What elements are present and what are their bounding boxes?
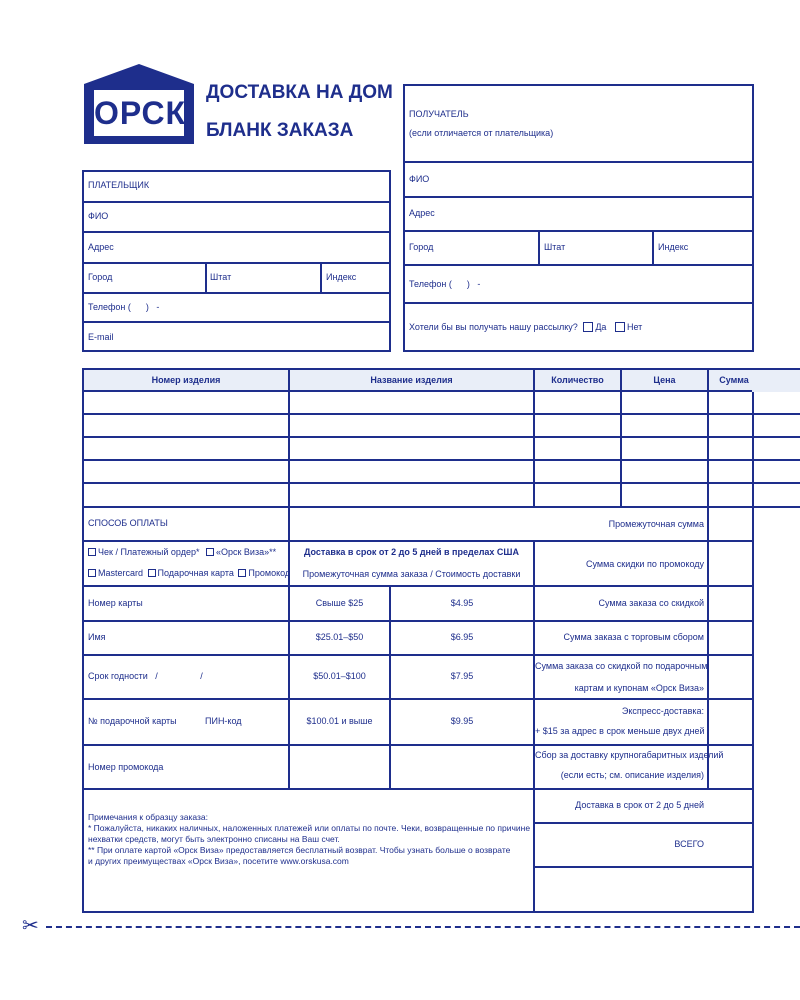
shipping-cost-3: $7.95: [450, 671, 474, 681]
shipping-range-2: $25.01–$50: [315, 632, 364, 642]
payer-zip-field[interactable]: Индекс: [326, 272, 357, 282]
gift-discount-label-1: Сумма заказа со скидкой по подарочным: [535, 661, 708, 671]
shipping-range-3: $50.01–$100: [313, 671, 366, 681]
recipient-title: ПОЛУЧАТЕЛЬ: [409, 109, 469, 119]
mastercard-label: Mastercard: [98, 568, 144, 578]
total-with-fee-label: Сумма заказа с торговым сбором: [563, 632, 704, 642]
oversize-label-1: Сбор за доставку крупногабаритных изделий: [535, 750, 724, 760]
notes-line-4: ** При оплате картой «Орск Виза» предоставляется бесплатный возврат. Чтобы узнать больше о возврате: [88, 845, 511, 855]
recipient-state-field[interactable]: Штат: [544, 242, 566, 252]
express-label-2: + $15 за адрес в срок меньше двух дней: [535, 726, 705, 736]
payer-name-field[interactable]: ФИО: [88, 211, 109, 221]
promo-checkbox[interactable]: [238, 569, 246, 577]
promo-discount-label: Сумма скидки по промокоду: [585, 559, 704, 569]
page-title: ДОСТАВКА НА ДОМ: [206, 82, 393, 103]
card-number-field[interactable]: Номер карты: [88, 598, 143, 608]
shipping-title: Доставка в срок от 2 до 5 дней в пределах США: [304, 547, 519, 557]
gift-card-label: Подарочная карта: [157, 568, 234, 578]
notes-title: Примечания к образцу заказа:: [88, 812, 208, 822]
notes-line-3: нехватки средств, могут быть электронно списаны на Ваш счет.: [88, 834, 340, 844]
header-quantity: Количество: [551, 375, 604, 385]
shipping-cost-1: $4.95: [450, 598, 474, 608]
gift-discount-label-2: картам и купонам «Орск Виза»: [574, 683, 704, 693]
oversize-label-2: (если есть; см. описание изделия): [560, 770, 704, 780]
notes-line-5: и других преимуществах «Орск Виза», посетите www.orskusa.com: [88, 856, 349, 866]
check-checkbox[interactable]: [88, 548, 96, 556]
newsletter-no-label: Нет: [626, 322, 643, 332]
recipient-phone-field[interactable]: Телефон ( ) -: [409, 279, 481, 289]
payer-city-field[interactable]: Город: [88, 272, 113, 282]
newsletter-question: Хотели бы вы получать нашу рассылку?: [409, 322, 578, 332]
payer-state-field[interactable]: Штат: [210, 272, 232, 282]
gift-card-pin-field[interactable]: ПИН-код: [205, 716, 242, 726]
subtotal-label: Промежуточная сумма: [608, 519, 704, 529]
cardholder-name-field[interactable]: Имя: [88, 632, 106, 642]
recipient-city-field[interactable]: Город: [409, 242, 434, 252]
cut-line: [46, 926, 800, 928]
promo-code-field[interactable]: Номер промокода: [88, 762, 164, 772]
gift-card-checkbox[interactable]: [148, 569, 156, 577]
recipient-address-field[interactable]: Адрес: [409, 208, 435, 218]
shipping-range-4: $100.01 и выше: [306, 716, 373, 726]
shipping-subtitle: Промежуточная сумма заказа / Стоимость доставки: [302, 569, 521, 579]
table-header-overflow: [752, 368, 800, 392]
shipping-range-1: Свыше $25: [315, 598, 364, 608]
header-sum: Сумма: [719, 375, 749, 385]
payer-address-field[interactable]: Адрес: [88, 242, 114, 252]
header-price: Цена: [653, 375, 676, 385]
newsletter-yes-label: Да: [595, 322, 607, 332]
visa-label: «Орск Виза»**: [215, 547, 277, 557]
express-label-1: Экспресс-доставка:: [621, 706, 704, 716]
newsletter-yes-checkbox[interactable]: [583, 322, 593, 332]
visa-checkbox[interactable]: [206, 548, 214, 556]
page-subtitle: БЛАНК ЗАКАЗА: [206, 120, 354, 141]
scissors-icon: ✂: [22, 915, 39, 937]
logo-text: ОРСК: [94, 95, 187, 131]
notes-line-2: * Пожалуйста, никаких наличных, наложенных платежей или оплаты по почте. Чеки, возвращенные по причине: [88, 823, 531, 833]
header-item-number: Номер изделия: [151, 375, 221, 385]
payer-email-field[interactable]: E-mail: [88, 332, 114, 342]
newsletter-row: [409, 322, 642, 333]
gift-card-number-field[interactable]: № подарочной карты: [88, 716, 177, 726]
recipient-subtitle: (если отличается от плательщика): [409, 128, 554, 138]
recipient-zip-field[interactable]: Индекс: [658, 242, 689, 252]
check-label: Чек / Платежный ордер*: [98, 547, 200, 557]
discounted-total-label: Сумма заказа со скидкой: [598, 598, 704, 608]
card-expiry-field[interactable]: Срок годности / /: [88, 671, 203, 681]
logo: [82, 62, 196, 146]
recipient-name-field[interactable]: ФИО: [409, 174, 430, 184]
payment-options-row1: [88, 547, 276, 558]
grand-total-label: ВСЕГО: [674, 839, 704, 849]
payer-section: [82, 170, 391, 352]
header-item-name: Название изделия: [370, 375, 453, 385]
recipient-section: [403, 84, 754, 352]
shipping-cost-2: $6.95: [450, 632, 474, 642]
newsletter-no-checkbox[interactable]: [615, 322, 625, 332]
delivery-label: Доставка в срок от 2 до 5 дней: [575, 800, 704, 810]
shipping-cost-4: $9.95: [450, 716, 474, 726]
payer-phone-field[interactable]: Телефон ( ) -: [88, 302, 160, 312]
promo-label: Промокод: [248, 568, 291, 578]
payment-options-row2: [88, 568, 290, 579]
mastercard-checkbox[interactable]: [88, 569, 96, 577]
summary-value-cells[interactable]: [752, 506, 800, 789]
notes: [88, 812, 531, 867]
payment-method-title: СПОСОБ ОПЛАТЫ: [88, 518, 168, 528]
payer-title: ПЛАТЕЛЬЩИК: [88, 180, 150, 190]
